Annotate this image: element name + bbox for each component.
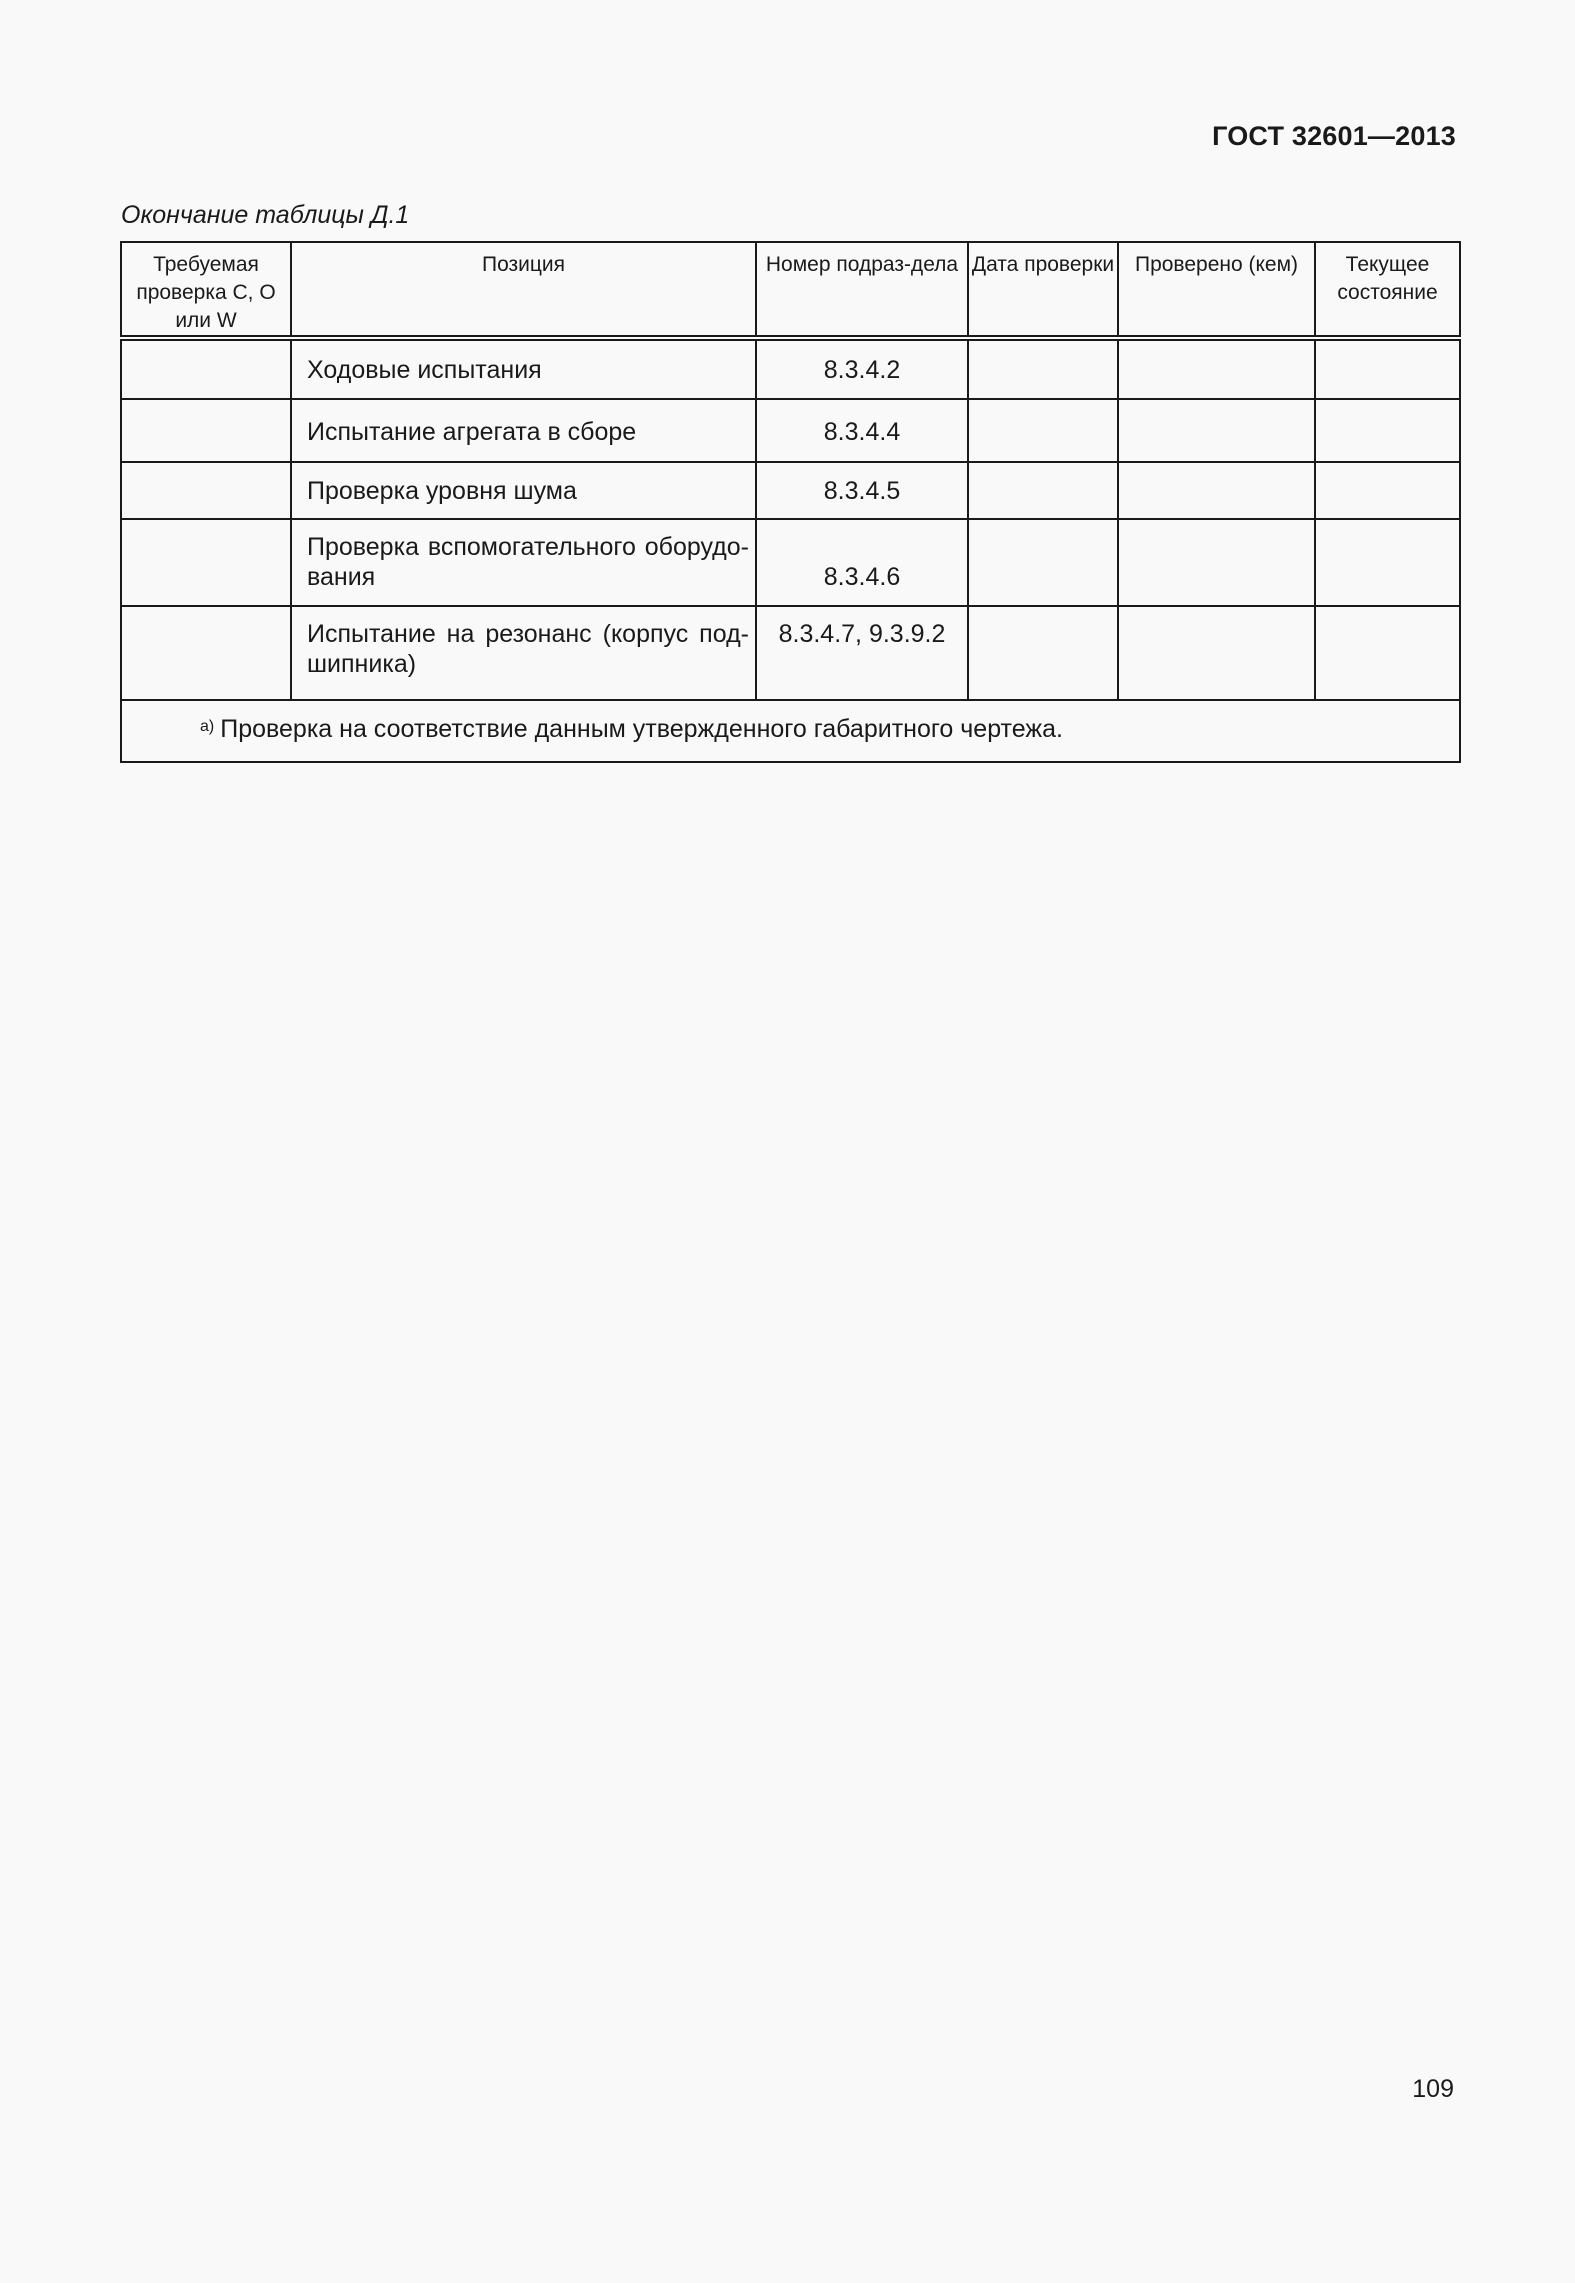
section-cell: 8.3.4.5: [756, 462, 968, 519]
required-cell: [121, 606, 291, 700]
section-cell: 8.3.4.7, 9.3.9.2: [756, 606, 968, 700]
section-cell: 8.3.4.2: [756, 338, 968, 399]
table-row: [121, 519, 1460, 606]
date-cell: [968, 399, 1118, 462]
table-footnote: [121, 700, 1460, 762]
required-cell: [121, 519, 291, 606]
position-cell: Ходовые испытания: [291, 338, 756, 399]
status-cell: [1315, 338, 1460, 399]
checked-by-cell: [1118, 606, 1315, 700]
footnote-text: Проверка на соответствие данным утвержденного габаритного чертежа.: [220, 715, 1063, 743]
table-row: [121, 338, 1460, 399]
required-cell: [121, 462, 291, 519]
table-caption: Окончание таблицы Д.1: [121, 201, 410, 229]
required-cell: [121, 399, 291, 462]
document-code: ГОСТ 32601—2013: [1212, 121, 1456, 151]
position-cell: Проверка вспомогательного оборудо-вания: [291, 519, 756, 606]
inspection-table: [120, 241, 1461, 763]
column-header-status: Текущее состояние: [1315, 242, 1460, 338]
date-cell: [968, 462, 1118, 519]
footnote-row: [121, 700, 1460, 762]
required-cell: [121, 338, 291, 399]
status-cell: [1315, 399, 1460, 462]
table-row: [121, 399, 1460, 462]
column-header-checked-by: Проверено (кем): [1118, 242, 1315, 338]
section-cell: 8.3.4.6: [756, 519, 968, 606]
checked-by-cell: [1118, 338, 1315, 399]
column-header-date: Дата проверки: [968, 242, 1118, 338]
section-cell: 8.3.4.4: [756, 399, 968, 462]
status-cell: [1315, 462, 1460, 519]
position-cell: Испытание на резонанс (корпус под-шипника): [291, 606, 756, 700]
column-header-position: Позиция: [291, 242, 756, 338]
column-header-section: Номер подраз-дела: [756, 242, 968, 338]
date-cell: [968, 606, 1118, 700]
status-cell: [1315, 519, 1460, 606]
position-cell: Проверка уровня шума: [291, 462, 756, 519]
page-number: 109: [1412, 2075, 1454, 2103]
table-header-row: [121, 242, 1460, 338]
column-header-required: Требуемая проверка С, О или W: [121, 242, 291, 338]
table-row: [121, 606, 1460, 700]
status-cell: [1315, 606, 1460, 700]
table-row: [121, 462, 1460, 519]
checked-by-cell: [1118, 519, 1315, 606]
position-cell: Испытание агрегата в сборе: [291, 399, 756, 462]
date-cell: [968, 519, 1118, 606]
date-cell: [968, 338, 1118, 399]
footnote-mark: а): [200, 718, 215, 735]
checked-by-cell: [1118, 399, 1315, 462]
checked-by-cell: [1118, 462, 1315, 519]
